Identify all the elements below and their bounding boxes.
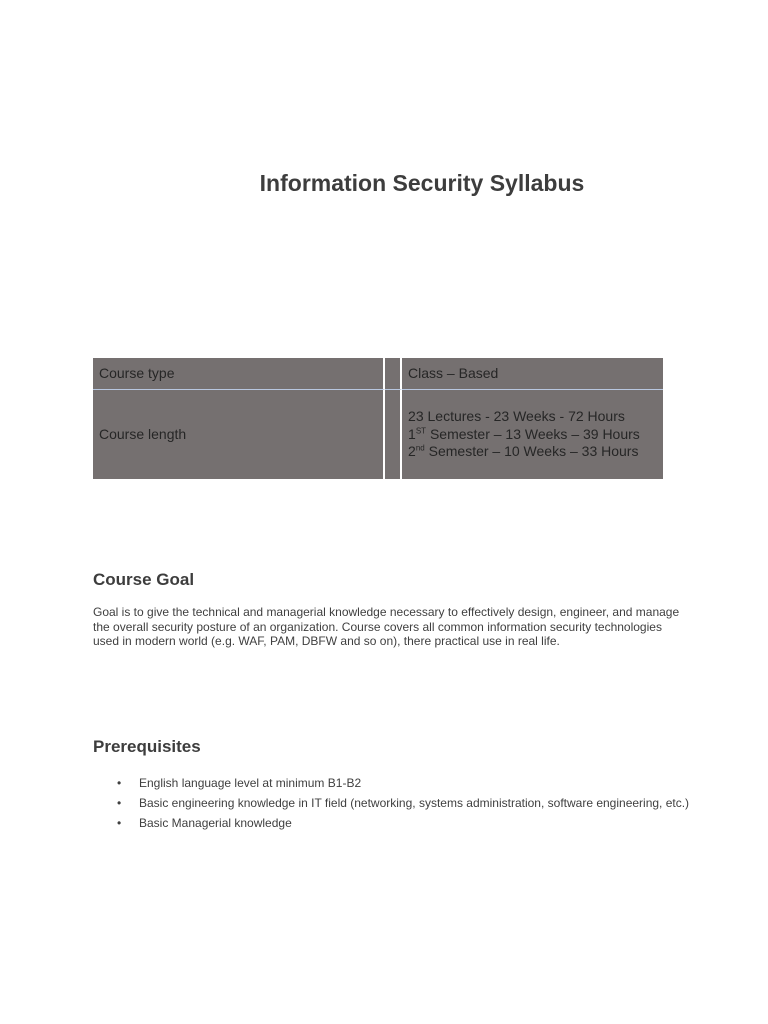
semester-1-ordinal: ST xyxy=(415,426,427,436)
course-length-semester-1 xyxy=(408,426,657,444)
prerequisite-text: Basic Managerial knowledge xyxy=(139,816,292,830)
table-spacer-cell xyxy=(385,358,402,390)
course-goal-text: Goal is to give the technical and managerial knowledge necessary to effectively design, engineer, and manage the overall security posture of an organization. Course covers all common information security technologies used in modern world (e.g. WAF, PAM, DBFW and so on), there practical use in real life. xyxy=(93,605,680,648)
course-length-semester-2 xyxy=(408,443,657,461)
course-info-table xyxy=(93,358,663,479)
course-type-value: Class – Based xyxy=(402,358,663,390)
semester-2-ordinal: nd xyxy=(415,443,425,453)
semester-2-number: 2 xyxy=(408,443,416,460)
table-row xyxy=(93,390,663,479)
semester-1-text: Semester – 13 Weeks – 39 Hours xyxy=(426,425,640,442)
bullet-icon: • xyxy=(117,796,122,810)
course-goal-heading: Course Goal xyxy=(93,570,195,589)
course-length-value xyxy=(402,390,663,479)
course-length-label: Course length xyxy=(93,390,385,479)
bullet-icon: • xyxy=(117,816,122,830)
list-item xyxy=(93,776,703,791)
semester-1-number: 1 xyxy=(408,425,416,442)
bullet-icon: • xyxy=(117,776,122,790)
table-spacer-cell xyxy=(385,390,402,479)
table-row xyxy=(93,358,663,390)
list-item xyxy=(93,816,703,831)
prerequisite-text: English language level at minimum B1-B2 xyxy=(139,776,362,790)
list-item xyxy=(93,796,703,811)
prerequisite-text: Basic engineering knowledge in IT field (networking, systems administration, software engineering, etc.) xyxy=(139,796,690,810)
course-type-label: Course type xyxy=(93,358,385,390)
course-length-total: 23 Lectures - 23 Weeks - 72 Hours xyxy=(408,408,625,425)
prerequisites-list xyxy=(93,776,703,836)
semester-2-text: Semester – 10 Weeks – 33 Hours xyxy=(424,443,639,460)
page-title: Information Security Syllabus xyxy=(259,170,585,196)
prerequisites-heading: Prerequisites xyxy=(93,737,201,756)
